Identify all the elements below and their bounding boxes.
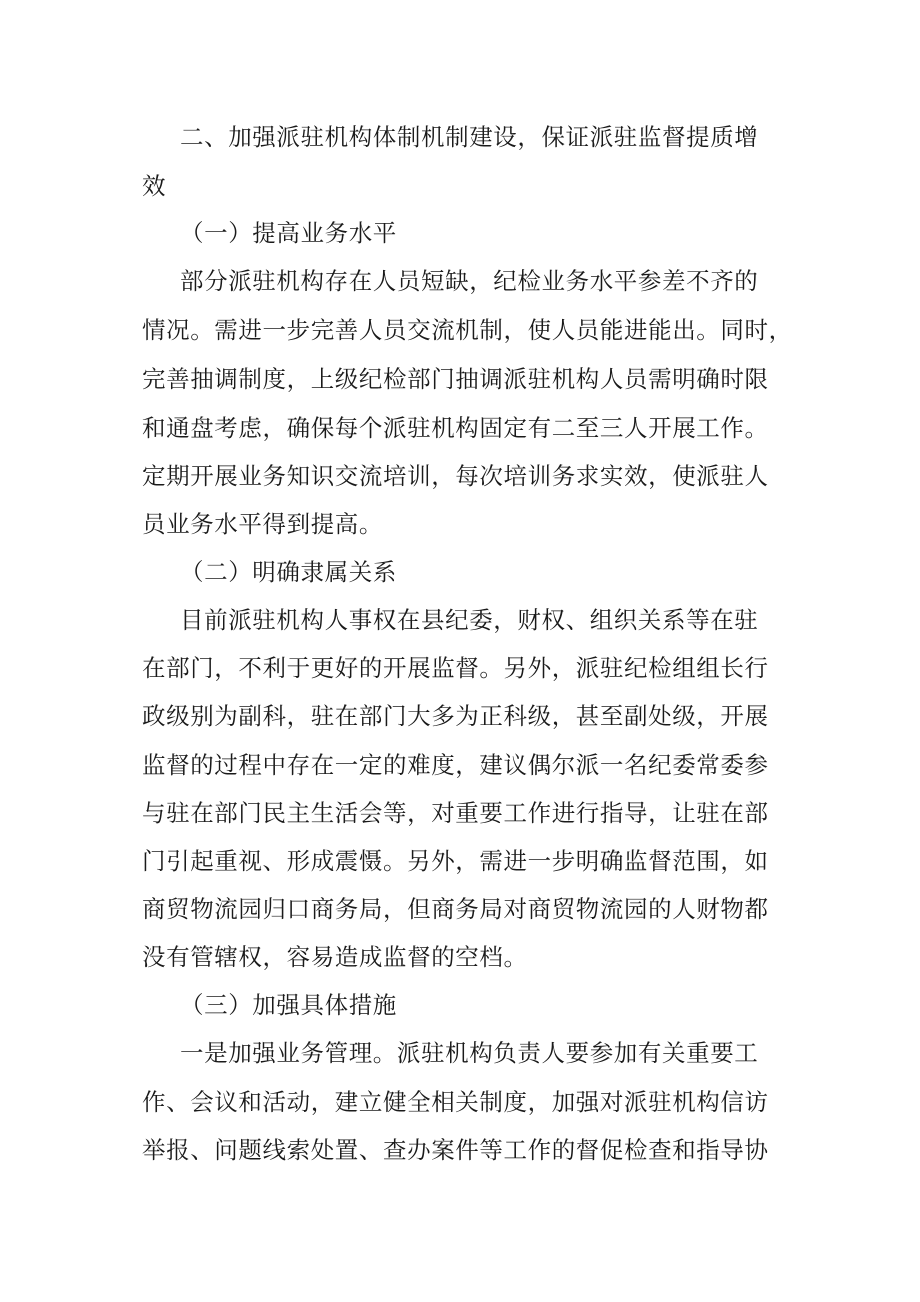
paragraph-line: 情况。需进一步完善人员交流机制，使人员能进能出。同时， [142,316,793,344]
paragraph-line: 完善抽调制度，上级纪检部门抽调派驻机构人员需明确时限 [142,365,769,393]
paragraph-line: 在部门，不利于更好的开展监督。另外，派驻纪检组组长行 [142,654,769,682]
paragraph-line: 门引起重视、形成震慑。另外，需进一步明确监督范围，如 [142,847,769,875]
paragraph-line: 举报、问题线索处置、查办案件等工作的督促检查和指导协 [142,1136,769,1164]
paragraph-line: 部分派驻机构存在人员短缺，纪检业务水平参差不齐的 [180,267,759,295]
subsection-heading-1: （一）提高业务水平 [180,219,397,247]
paragraph-line: 一是加强业务管理。派驻机构负责人要参加有关重要工 [180,1039,759,1067]
paragraph-line: 没有管辖权，容易造成监督的空档。 [142,943,528,971]
subsection-heading-3: （三）加强具体措施 [180,991,397,1019]
section-heading-continued: 效 [142,172,167,200]
paragraph-line: 定期开展业务知识交流培训，每次培训务求实效，使派驻人 [142,462,769,490]
section-heading: 二、加强派驻机构体制机制建设，保证派驻监督提质增 [180,123,759,151]
paragraph-line: 监督的过程中存在一定的难度，建议偶尔派一名纪委常委参 [142,751,769,779]
paragraph-line: 作、会议和活动，建立健全相关制度，加强对派驻机构信访 [142,1088,769,1116]
subsection-heading-2: （二）明确隶属关系 [180,558,397,586]
paragraph-line: 目前派驻机构人事权在县纪委，财权、组织关系等在驻 [180,606,759,634]
paragraph-line: 与驻在部门民主生活会等，对重要工作进行指导，让驻在部 [142,799,769,827]
paragraph-line: 和通盘考虑，确保每个派驻机构固定有二至三人开展工作。 [142,414,769,442]
paragraph-line: 员业务水平得到提高。 [142,510,383,538]
paragraph-line: 商贸物流园归口商务局，但商务局对商贸物流园的人财物都 [142,895,769,923]
paragraph-line: 政级别为副科，驻在部门大多为正科级，甚至副处级，开展 [142,702,769,730]
